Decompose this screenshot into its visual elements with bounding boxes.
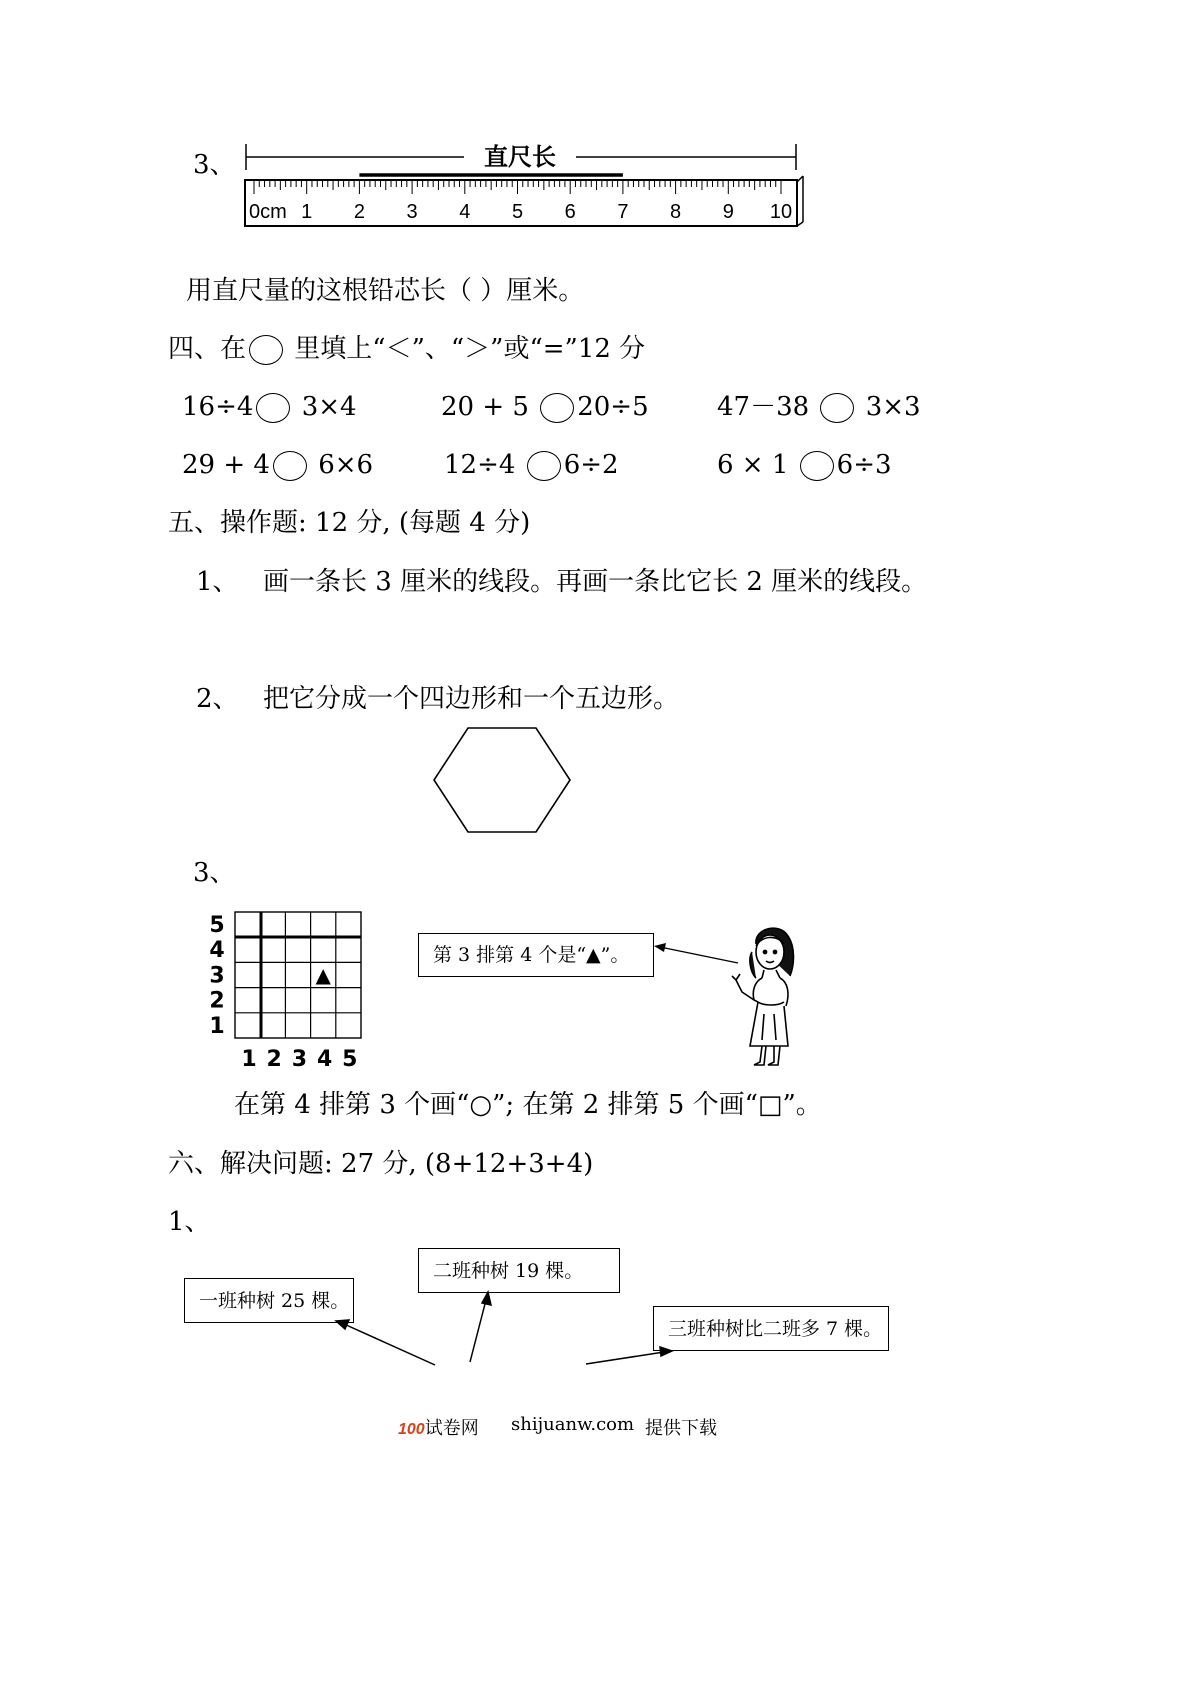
class1-box: 一班种树 25 棵。	[184, 1278, 354, 1323]
footer	[398, 1414, 479, 1440]
grid-col-label: 5	[342, 1047, 358, 1072]
grid-col-label: 2	[266, 1047, 282, 1072]
section6-item1-index: 1、	[168, 1207, 211, 1237]
ruler-figure	[240, 140, 810, 240]
item1-index: 1、	[196, 567, 239, 597]
footer-note: 提供下载	[645, 1418, 717, 1439]
ruler-number: 9	[722, 201, 734, 223]
answer-circle[interactable]	[820, 393, 854, 423]
answer-circle[interactable]	[527, 451, 561, 481]
ruler-answer-sentence: 用直尺量的这根铅芯长（ ）厘米。	[186, 276, 585, 306]
ruler-number: 1	[301, 201, 313, 223]
ruler-title: 直尺长	[484, 142, 556, 171]
compare-item: 6 × 1 6÷3	[717, 450, 892, 480]
class2-box: 二班种树 19 棵。	[418, 1248, 620, 1293]
answer-circle[interactable]	[540, 393, 574, 423]
hexagon-shape	[430, 724, 580, 836]
grid-col-label: 1	[241, 1047, 257, 1072]
compare-item: 29 + 4 6×6	[182, 450, 374, 480]
compare-item: 12÷4 6÷2	[444, 450, 619, 480]
item2-index: 2、	[196, 684, 239, 714]
grid-row-label: 2	[209, 988, 225, 1014]
section4-heading-b: 里填上“＜”、“＞”或“=”12 分	[286, 334, 646, 364]
ruler-number: 7	[617, 201, 629, 223]
section4-heading	[168, 334, 645, 365]
grid-row-label: 5	[209, 913, 225, 938]
item2-text: 把它分成一个四边形和一个五边形。	[263, 684, 680, 714]
ruler-number: 2	[353, 201, 365, 223]
triangle-marker: ▲	[315, 963, 331, 987]
girl-illustration	[728, 922, 808, 1070]
footer-logo: 100	[398, 1421, 425, 1438]
speech-box: 第 3 排第 4 个是“▲”。	[418, 933, 654, 977]
problem-arrows	[330, 1290, 680, 1380]
grid-row-label: 1	[209, 1013, 225, 1039]
item3-index: 3、	[193, 858, 236, 888]
answer-circle[interactable]	[800, 451, 834, 481]
ruler-number: 5	[511, 201, 524, 223]
class3-box: 三班种树比二班多 7 棵。	[653, 1306, 889, 1351]
position-grid	[205, 906, 370, 1076]
ruler-unit-label: 0cm	[249, 201, 287, 223]
grid-row-label: 3	[209, 963, 225, 989]
ruler-question-index: 3、	[193, 150, 236, 180]
answer-circle[interactable]	[273, 451, 307, 481]
answer-circle	[249, 335, 283, 365]
ruler-number: 6	[564, 201, 576, 223]
footer-site-name: 试卷网	[424, 1418, 479, 1439]
section4-heading-a: 四、在	[168, 334, 247, 364]
grid-col-label: 4	[316, 1047, 333, 1072]
item1-text: 画一条长 3 厘米的线段。再画一条比它长 2 厘米的线段。	[263, 567, 928, 597]
ruler-number: 3	[406, 201, 418, 223]
compare-item: 16÷4 3×4	[182, 392, 357, 422]
answer-circle[interactable]	[256, 393, 290, 423]
section5-heading: 五、操作题: 12 分, (每题 4 分)	[168, 508, 531, 538]
compare-item: 47－38 3×3	[717, 392, 921, 422]
grid-instruction: 在第 4 排第 3 个画“○”; 在第 2 排第 5 个画“□”。	[234, 1090, 822, 1120]
grid-col-label: 3	[291, 1047, 308, 1072]
section6-heading: 六、解决问题: 27 分, (8+12+3+4)	[168, 1149, 594, 1179]
ruler-number: 10	[769, 201, 793, 223]
grid-row-label: 4	[209, 938, 225, 964]
compare-item: 20 + 5 20÷5	[441, 392, 649, 422]
footer-domain[interactable]: shijuanw.com	[511, 1414, 635, 1435]
ruler-number: 8	[670, 201, 682, 223]
ruler-number: 4	[459, 201, 471, 223]
